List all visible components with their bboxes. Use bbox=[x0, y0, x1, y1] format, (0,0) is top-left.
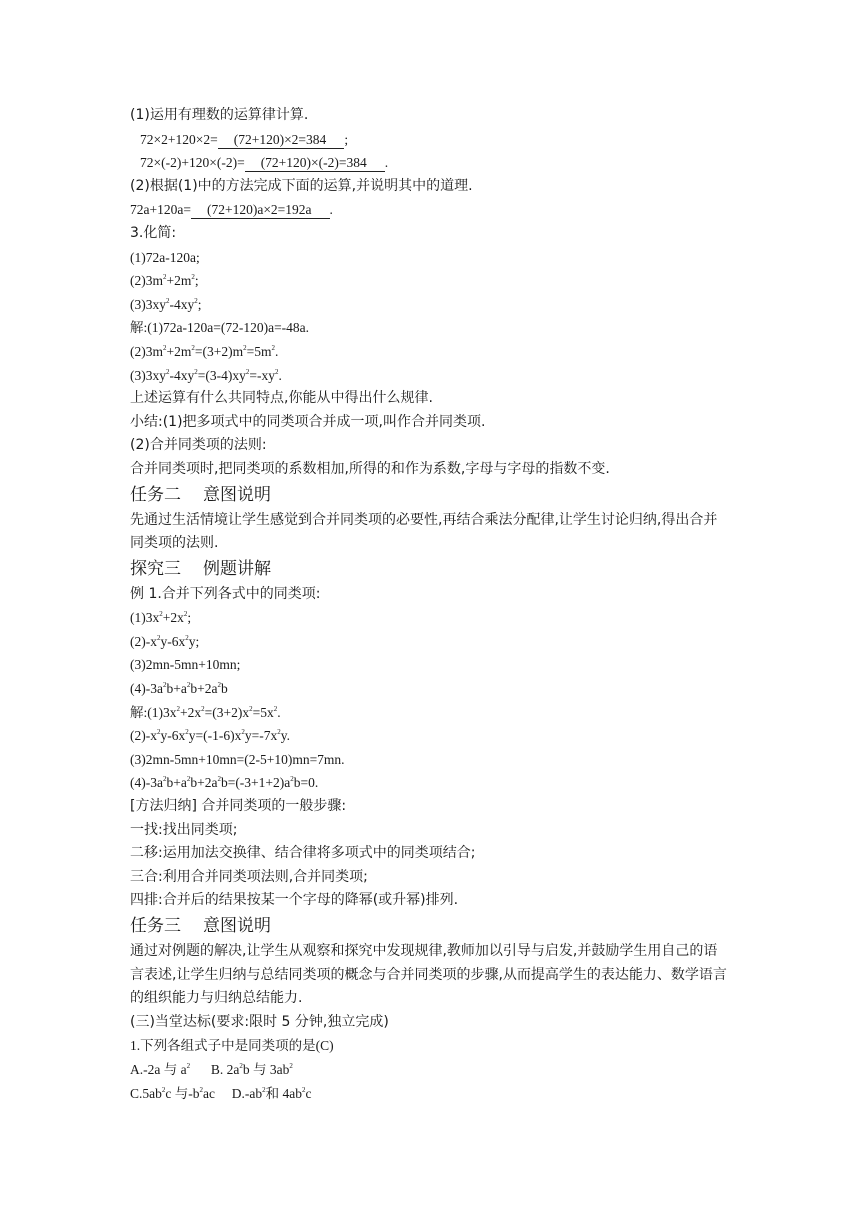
calc-row-1: 72×2+120×2= (72+120)×2=384 ; bbox=[140, 131, 349, 147]
answer-blank-3: (72+120)a×2=192a bbox=[191, 201, 330, 219]
method-step-2: 二移:运用加法交换律、结合律将多项式中的同类项结合; bbox=[130, 845, 476, 862]
method-step-1: 一找:找出同类项; bbox=[130, 821, 238, 838]
example-problem-4: $(4)-3a^2b+a^2b+2a^2b$ bbox=[130, 681, 228, 697]
example-problem-1: $(1)3x^2+2x^2$; bbox=[130, 610, 192, 626]
combine-rule: 合并同类项时,把同类项的系数相加,所得的和作为系数,字母与字母的指数不变. bbox=[130, 460, 610, 477]
choice-row-cd bbox=[130, 1082, 730, 1106]
task3-text: 通过对例题的解决,让学生从观察和探究中发现规律,教师加以引导与启发,并鼓励学生用自己的语言表述,让学生归纳与总结同类项的概念与合并同类项的步骤,从而提高学生的表达能力、数学语言的组织能力与归纳总结能力. bbox=[130, 943, 727, 1007]
method-step-3: 三合:利用合并同类项法则,合并同类项; bbox=[130, 868, 368, 885]
example-answer-3: (3)2mn-5mn+10mn=(2-5+10)mn=7mn. bbox=[130, 751, 345, 767]
simplify-solution-3: $(3)3xy^2-4xy^2=(3-4)xy^2=-xy^2$. bbox=[130, 367, 282, 383]
example-answer-1: 解$:(1)3x^2+2x^2=(3+2)x^2=5x^2$. bbox=[130, 704, 281, 720]
explore3-heading: 探究三 例题讲解 bbox=[130, 558, 271, 579]
simplify-solution-1: 解:(1)72a-120a=(72-120)a=-48a. bbox=[130, 320, 310, 336]
simplify-problem-3: $(3)3xy^2-4xy^2$; bbox=[130, 296, 202, 312]
choice-d: $D.-ab^2$和 $4ab^2c$ bbox=[231, 1085, 312, 1102]
example-title: 例 1.合并下列各式中的同类项: bbox=[130, 585, 321, 602]
part1-question-2: (2)根据(1)中的方法完成下面的运算,并说明其中的道理. bbox=[130, 177, 473, 194]
example-answer-2: $(2)-x^2y-6x^2y=(-1-6)x^2y=-7x^2y$. bbox=[130, 728, 290, 744]
simplify-solution-2: $(2)3m^2+2m^2=(3+2)m^2=5m^2$. bbox=[130, 343, 279, 359]
task2-heading: 任务二 意图说明 bbox=[130, 484, 271, 505]
method-step-4: 四排:合并后的结果按某一个字母的降幂(或升幂)排列. bbox=[130, 892, 459, 909]
simplify-problem-2: $(2)3m^2+2m^2$; bbox=[130, 273, 199, 289]
simplify-question: 上述运算有什么共同特点,你能从中得出什么规律. bbox=[130, 390, 433, 407]
practice-question-1: 1.下列各组式子中是同类项的是(C) bbox=[130, 1038, 334, 1054]
practice-title: (三)当堂达标(要求:限时 5 分钟,独立完成) bbox=[130, 1013, 389, 1030]
example-problem-2: $(2)-x^2y-6x^2y$; bbox=[130, 633, 200, 649]
answer-blank-1: (72+120)×2=384 bbox=[218, 131, 345, 149]
calc-row-2: 72×(-2)+120×(-2)= (72+120)×(-2)=384 . bbox=[140, 155, 389, 171]
choice-b: B. $2a^2b$ 与 $3ab^2$ bbox=[210, 1061, 293, 1078]
example-problem-3: (3)2mn-5mn+10mn; bbox=[130, 657, 241, 673]
simplify-title: 3.化简: bbox=[130, 224, 177, 241]
task3-heading: 任务三 意图说明 bbox=[130, 916, 271, 936]
choice-c: $C.5ab^2c$ 与$-b^2ac$ bbox=[130, 1085, 215, 1102]
part1-title: (1)运用有理数的运算律计算. bbox=[130, 107, 309, 123]
example-answer-4: $(4)-3a^2b+a^2b+2a^2b=(-3+1+2)a^2b=0$. bbox=[130, 775, 319, 791]
simplify-problem-1: (1)72a-120a; bbox=[130, 249, 200, 265]
calc-row-3: 72a+120a= (72+120)a×2=192a . bbox=[130, 202, 333, 218]
answer-blank-2: (72+120)×(-2)=384 bbox=[245, 154, 385, 172]
method-title: [方法归纳] 合并同类项的一般步骤: bbox=[130, 798, 347, 815]
choice-a: A.-2a 与 $a^2$ bbox=[130, 1061, 191, 1078]
summary-1: 小结:(1)把多项式中的同类项合并成一项,叫作合并同类项. bbox=[130, 413, 486, 430]
task2-text: 先通过生活情境让学生感觉到合并同类项的必要性,再结合乘法分配律,让学生讨论归纳,得出合并同类项的法则. bbox=[130, 511, 718, 552]
document-page bbox=[130, 104, 730, 1105]
choice-row-ab bbox=[130, 1058, 730, 1082]
summary-2: (2)合并同类项的法则: bbox=[130, 437, 267, 454]
